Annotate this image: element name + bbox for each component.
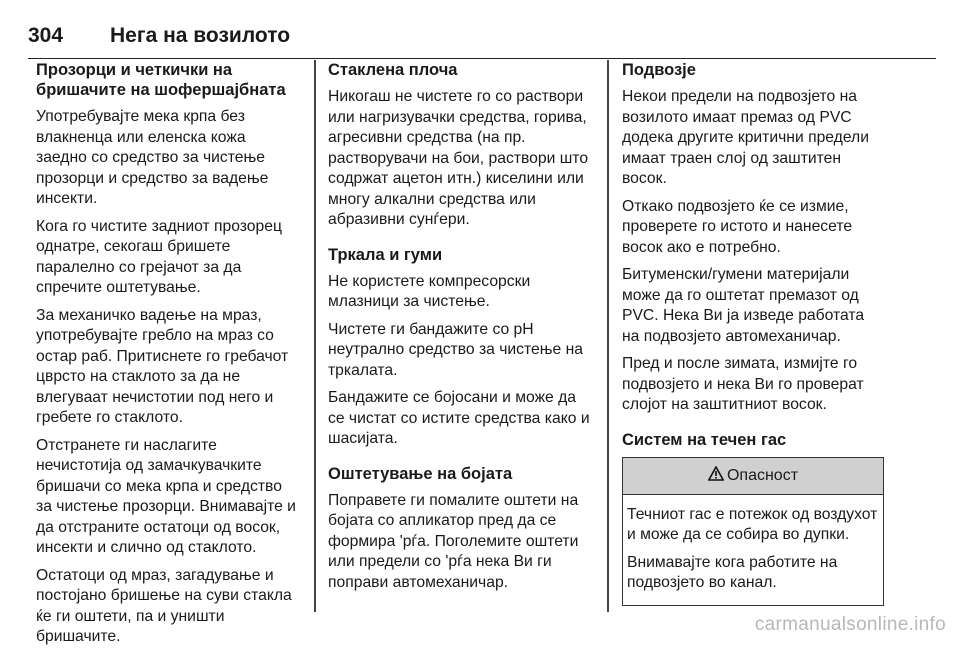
paragraph: Бандажите се бојосани и може да се чистат со истите средства како и шасијата. (328, 389, 590, 447)
warning-box (622, 457, 884, 606)
paragraph: Некои предели на подвозјето на возилото имаат премаз од PVC додека другите критични предели имаат траен слој од заштитен восок. (622, 88, 869, 187)
paragraph: Не користете компресорски млазници за чистење. (328, 272, 531, 310)
paragraph: Употребувајте мека крпа без влакненца или еленска кожа заедно со средство за чистење прозорци и средство за вадење инсекти. (36, 108, 269, 207)
paragraph: Отстранете ги наслагите нечистотија од замачкувачките бришачи со мека крпа и средство за чистење прозорци. Внимавајте и да отстраните остатоци од восок, инсекти и слично од стаклото. (36, 436, 296, 556)
page-header (28, 24, 936, 59)
paragraph: Пред и после зимата, измијте го подвозјето и нека Ви го проверат слојот на заштитниот восок. (622, 355, 864, 413)
section-heading: Прозорци и четкички на бришачите на шофершајбната (36, 61, 286, 99)
paragraph: Поправете ги помалите оштети на бојата со апликатор пред да се формира 'рѓа. Поголемите оштети или предели со 'рѓа нека Ви ги поправи автомеханичар. (328, 491, 579, 591)
column-divider (607, 60, 609, 612)
section-heading: Подвозје (622, 61, 696, 79)
warning-triangle-icon (708, 459, 724, 495)
section-heading: Тркала и гуми (328, 245, 443, 264)
watermark: carmanualsonline.info (754, 614, 946, 635)
paragraph: Никогаш не чистете го со раствори или нагризувачки средства, горива, агресивни средства (на пр. растворувачи на бои, раствори што содржат ацетон итн.) киселини или многу алкални средства или абразивни сунѓери. (328, 88, 589, 228)
column-right (622, 60, 884, 606)
warning-title: Опасност (726, 466, 799, 484)
paragraph: Откако подвозјето ќе се измие, проверете го истото и нанесете восок ако е потребно. (622, 197, 853, 256)
paragraph: Чистете ги бандажите со pH неутрално средство за чистење на тркалата. (328, 320, 583, 379)
page-number: 304 (28, 24, 64, 47)
section-heading: Стаклена плоча (328, 61, 458, 79)
warning-header (623, 458, 883, 495)
paragraph: Битуменски/гумени материјали може да го оштетат премазот од PVC. Нека Ви ја изведе работата на подвозјето автомеханичар. (622, 266, 865, 345)
section-heading: Систем на течен гас (622, 430, 787, 449)
paragraph: Остатоци од мраз, загадување и постојано бришење на суви стакла ќе ги оштети, па и уништи бришачите. (36, 566, 292, 645)
column-divider (314, 60, 316, 612)
paragraph: Кога го чистите задниот прозорец однатре, секогаш бришете паралелно со грејачот за да спречите оштетување. (36, 217, 282, 296)
warning-body (623, 495, 883, 605)
section-heading: Оштетување на бојата (328, 464, 513, 483)
paragraph: Течниот гас е потежок од воздухот и може да се собира во дупки. (627, 505, 878, 543)
column-middle (328, 60, 594, 600)
paragraph: Внимавајте кога работите на подвозјето во канал. (627, 553, 838, 591)
paragraph: За механичко вадење на мраз, употребувајте гребло на мраз со остар раб. Притиснете го гребачот цврсто на стаклото за да не влегуваат нечистотии под него и гребете го стаклото. (36, 306, 289, 426)
chapter-title: Нега на возилото (110, 24, 291, 47)
column-left (36, 60, 298, 655)
